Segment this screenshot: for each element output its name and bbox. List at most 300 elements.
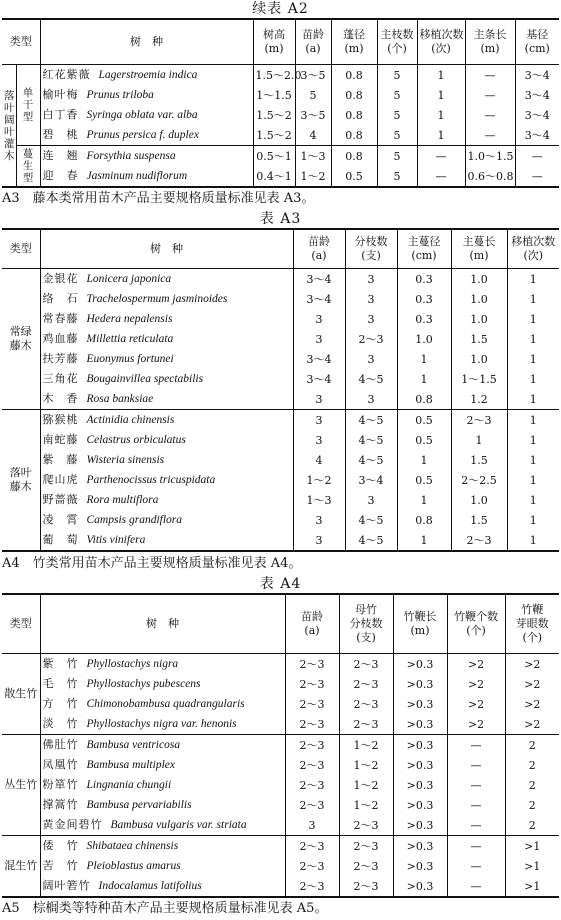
note-a5: A5 棕榈类等特种苗木产品主要规格质量标准见表 A5。 bbox=[2, 901, 328, 916]
value-cell: 5 bbox=[295, 85, 331, 105]
value-cell: 2 bbox=[528, 778, 536, 792]
species-latin-name: Phyllostachys nigra var. henonis bbox=[86, 718, 237, 730]
value-cell: 4～5 bbox=[345, 510, 397, 530]
value-cell: 5 bbox=[377, 105, 417, 125]
value-cell: 3 bbox=[345, 269, 397, 290]
value-cell: 3 bbox=[293, 430, 345, 450]
species-cell bbox=[40, 735, 285, 756]
value-cell: 1.5 bbox=[451, 450, 507, 470]
species-chinese-name: 榆叶梅 bbox=[42, 88, 79, 101]
value-cell: 3 bbox=[345, 289, 397, 309]
column-header: 树高 (m) bbox=[253, 19, 295, 65]
value-cell: 1 bbox=[417, 85, 465, 105]
value-cell: 1 bbox=[451, 430, 507, 450]
value-cell: — bbox=[465, 65, 515, 86]
species-latin-name: Lingnania chungii bbox=[86, 779, 172, 791]
value-cell: 1 bbox=[397, 450, 451, 470]
value-cell: 2～3 bbox=[339, 694, 393, 714]
column-header: 苗龄 (a) bbox=[285, 594, 339, 654]
value-cell: >2 bbox=[524, 657, 541, 671]
table-row bbox=[2, 369, 559, 389]
value-cell: — bbox=[417, 166, 465, 187]
value-cell: 3～4 bbox=[293, 369, 345, 389]
value-cell: 0.8 bbox=[331, 125, 377, 146]
species-cell bbox=[40, 694, 285, 714]
value-cell: >0.3 bbox=[393, 876, 447, 897]
table-row bbox=[2, 470, 559, 490]
value-cell: 2～3 bbox=[285, 795, 339, 815]
value-cell: 0.3 bbox=[397, 289, 451, 309]
species-chinese-name: 木 香 bbox=[42, 392, 79, 405]
value-cell: 2～3 bbox=[285, 714, 339, 735]
value-cell: 0.8 bbox=[397, 510, 451, 530]
value-cell: 0.4～1 bbox=[253, 166, 295, 187]
table-row bbox=[2, 410, 559, 431]
species-latin-name: Bambusa multiplex bbox=[86, 759, 175, 771]
value-cell: 3 bbox=[293, 510, 345, 530]
column-header: 分枝数 (支) bbox=[345, 229, 397, 269]
species-latin-name: Bambusa ventricosa bbox=[86, 739, 181, 751]
table-row bbox=[2, 289, 559, 309]
value-cell: 3～4 bbox=[524, 88, 550, 102]
value-cell: 1 bbox=[397, 490, 451, 510]
species-cell bbox=[40, 795, 285, 815]
value-cell: 3 bbox=[345, 490, 397, 510]
column-header: 主条长 (m) bbox=[465, 19, 515, 65]
value-cell: 1.0 bbox=[451, 289, 507, 309]
value-cell: 1.5～2 bbox=[253, 125, 295, 146]
species-chinese-name: 迎 春 bbox=[42, 169, 79, 182]
species-latin-name: Forsythia suspensa bbox=[86, 150, 176, 162]
table-row bbox=[2, 490, 559, 510]
value-cell: 1 bbox=[529, 513, 537, 527]
value-cell: 2～3 bbox=[339, 836, 393, 857]
value-cell: >1 bbox=[524, 859, 541, 873]
value-cell: 0.8 bbox=[331, 105, 377, 125]
column-header: 类型 bbox=[2, 229, 40, 269]
value-cell: 1.5 bbox=[451, 510, 507, 530]
species-chinese-name: 野蔷薇 bbox=[42, 493, 79, 506]
value-cell: 2～3 bbox=[285, 775, 339, 795]
species-cell bbox=[40, 166, 253, 187]
column-header: 树 种 bbox=[40, 19, 253, 65]
value-cell: 2～3 bbox=[285, 654, 339, 675]
table-row bbox=[2, 530, 559, 551]
value-cell: >0.3 bbox=[393, 694, 447, 714]
value-cell: 2～3 bbox=[285, 876, 339, 897]
value-cell: — bbox=[447, 815, 505, 836]
value-cell: 0.8 bbox=[331, 85, 377, 105]
column-header: 苗龄 (a) bbox=[295, 19, 331, 65]
value-cell: 2～3 bbox=[451, 410, 507, 431]
column-header: 主蔓长 (m) bbox=[451, 229, 507, 269]
species-latin-name: Millettia reticulata bbox=[86, 333, 174, 345]
table-row bbox=[2, 85, 559, 105]
value-cell: 5 bbox=[377, 166, 417, 187]
header-row bbox=[2, 594, 559, 654]
table-row bbox=[2, 166, 559, 187]
table-row bbox=[2, 450, 559, 470]
species-chinese-name: 倭 竹 bbox=[42, 839, 79, 852]
species-chinese-name: 三角花 bbox=[42, 372, 79, 385]
table-row bbox=[2, 65, 559, 86]
value-cell: 1.5～2 bbox=[253, 105, 295, 125]
table-a2-title: 续表 A2 bbox=[252, 1, 309, 17]
value-cell: 1.5 bbox=[451, 329, 507, 349]
value-cell: 1.0 bbox=[451, 349, 507, 369]
value-cell: 1.0 bbox=[451, 490, 507, 510]
species-chinese-name: 紫 竹 bbox=[42, 657, 79, 670]
species-chinese-name: 鸡血藤 bbox=[42, 332, 79, 345]
value-cell: 1 bbox=[529, 493, 537, 507]
table-row bbox=[2, 105, 559, 125]
value-cell: 1～1.5 bbox=[253, 85, 295, 105]
species-chinese-name: 白丁香 bbox=[42, 108, 79, 121]
column-header: 树 种 bbox=[40, 594, 285, 654]
species-chinese-name: 淡 竹 bbox=[42, 717, 79, 730]
table-row bbox=[2, 815, 559, 836]
species-cell bbox=[40, 530, 293, 551]
species-chinese-name: 方 竹 bbox=[42, 697, 79, 710]
value-cell: >0.3 bbox=[393, 775, 447, 795]
value-cell: 1 bbox=[507, 410, 559, 431]
value-cell: 5 bbox=[377, 65, 417, 86]
value-cell: 5 bbox=[377, 146, 417, 167]
species-cell bbox=[40, 856, 285, 876]
species-latin-name: Chimonobambusa quadrangularis bbox=[86, 698, 245, 710]
species-chinese-name: 阔叶箬竹 bbox=[42, 879, 91, 892]
table-row bbox=[2, 654, 559, 675]
table-row bbox=[2, 775, 559, 795]
species-chinese-name: 撑篙竹 bbox=[42, 798, 79, 811]
value-cell: 1.0 bbox=[451, 269, 507, 290]
value-cell: 1～2 bbox=[339, 755, 393, 775]
value-cell: 1～3 bbox=[295, 146, 331, 167]
value-cell: 4～5 bbox=[345, 450, 397, 470]
table-row bbox=[2, 694, 559, 714]
table-row bbox=[2, 146, 559, 167]
value-cell: 2～3 bbox=[285, 856, 339, 876]
species-chinese-name: 碧 桃 bbox=[42, 128, 79, 141]
species-latin-name: Bambusa vulgaris var. striata bbox=[110, 819, 247, 831]
note-a3: A3 藤本类常用苗木产品主要规格质量标准见表 A3。 bbox=[2, 191, 315, 206]
value-cell: — bbox=[465, 85, 515, 105]
species-chinese-name: 扶芳藤 bbox=[42, 352, 79, 365]
species-cell bbox=[40, 775, 285, 795]
value-cell: 4～5 bbox=[345, 369, 397, 389]
species-chinese-name: 常春藤 bbox=[42, 312, 79, 325]
species-cell bbox=[40, 65, 253, 86]
species-chinese-name: 毛 竹 bbox=[42, 677, 79, 690]
species-latin-name: Euonymus fortunei bbox=[86, 353, 174, 365]
value-cell: 3 bbox=[345, 349, 397, 369]
species-latin-name: Phyllostachys pubescens bbox=[86, 678, 201, 690]
value-cell: 0.8 bbox=[397, 389, 451, 410]
table-row bbox=[2, 876, 559, 897]
species-cell bbox=[40, 674, 285, 694]
species-cell bbox=[40, 105, 253, 125]
table-row bbox=[2, 269, 559, 290]
species-chinese-name: 爬山虎 bbox=[42, 473, 79, 486]
value-cell: 3～5 bbox=[295, 65, 331, 86]
species-cell bbox=[40, 490, 293, 510]
table-row bbox=[2, 714, 559, 735]
value-cell: 1 bbox=[529, 433, 537, 447]
type-cell: 散生竹 bbox=[2, 654, 40, 735]
value-cell: 1.5～2.0 bbox=[253, 65, 295, 86]
species-chinese-name: 南蛇藤 bbox=[42, 433, 79, 446]
value-cell: >2 bbox=[447, 674, 505, 694]
species-cell bbox=[40, 510, 293, 530]
table-row bbox=[2, 735, 559, 756]
type-cell: 丛生竹 bbox=[2, 735, 40, 836]
type-cell: 落叶阔叶灌木 bbox=[2, 65, 16, 188]
species-latin-name: Bougainvillea spectabilis bbox=[86, 373, 204, 385]
value-cell: — bbox=[417, 146, 465, 167]
value-cell: 5 bbox=[377, 85, 417, 105]
species-cell bbox=[40, 146, 253, 167]
species-latin-name: Wisteria sinensis bbox=[86, 454, 165, 466]
species-chinese-name: 红花紫薇 bbox=[42, 68, 91, 81]
value-cell: >1 bbox=[505, 836, 559, 857]
value-cell: 2～3 bbox=[339, 654, 393, 675]
value-cell: 1 bbox=[529, 272, 537, 286]
species-latin-name: Pleioblastus amarus bbox=[86, 860, 181, 872]
value-cell: 1 bbox=[529, 392, 537, 406]
value-cell: 2 bbox=[505, 735, 559, 756]
species-cell bbox=[40, 714, 285, 735]
column-header: 类型 bbox=[2, 594, 40, 654]
species-chinese-name: 黄金间碧竹 bbox=[42, 818, 103, 831]
value-cell: 1.0～1.5 bbox=[465, 146, 515, 167]
table-row bbox=[2, 795, 559, 815]
value-cell: >0.3 bbox=[393, 795, 447, 815]
value-cell: 1 bbox=[417, 65, 465, 86]
value-cell: 2～3 bbox=[285, 735, 339, 756]
species-latin-name: Indocalamus latifolius bbox=[98, 880, 202, 892]
species-chinese-name: 凌 霄 bbox=[42, 513, 79, 526]
value-cell: >0.3 bbox=[393, 815, 447, 836]
value-cell: 1 bbox=[529, 533, 537, 547]
value-cell: 2～3 bbox=[339, 876, 393, 897]
table-row bbox=[2, 349, 559, 369]
table-a3 bbox=[2, 228, 559, 552]
value-cell: 3 bbox=[293, 329, 345, 349]
value-cell: 1 bbox=[529, 332, 537, 346]
species-cell bbox=[40, 329, 293, 349]
species-cell bbox=[40, 815, 285, 836]
species-cell bbox=[40, 755, 285, 775]
species-latin-name: Rosa banksiae bbox=[86, 393, 154, 405]
column-header: 苗龄 (a) bbox=[293, 229, 345, 269]
value-cell: — bbox=[465, 105, 515, 125]
table-row bbox=[2, 510, 559, 530]
value-cell: 2 bbox=[528, 818, 536, 832]
value-cell: 3～4 bbox=[524, 68, 550, 82]
value-cell: >2 bbox=[447, 714, 505, 735]
note-a4: A4 竹类常用苗木产品主要规格质量标准见表 A4。 bbox=[2, 556, 302, 571]
species-latin-name: Parthenocissus tricuspidata bbox=[86, 474, 216, 486]
value-cell: 2～3 bbox=[339, 674, 393, 694]
value-cell: — bbox=[447, 836, 505, 857]
value-cell: 1 bbox=[529, 312, 537, 326]
species-latin-name: Prunus triloba bbox=[86, 89, 154, 101]
value-cell: 1～2 bbox=[339, 735, 393, 756]
value-cell: 4～5 bbox=[345, 430, 397, 450]
value-cell: 3 bbox=[293, 389, 345, 410]
value-cell: — bbox=[531, 169, 543, 183]
value-cell: 3 bbox=[293, 410, 345, 431]
value-cell: 1 bbox=[529, 292, 537, 306]
table-row bbox=[2, 125, 559, 146]
species-chinese-name: 苦 竹 bbox=[42, 859, 79, 872]
value-cell: 4～5 bbox=[345, 410, 397, 431]
value-cell: 1 bbox=[529, 453, 537, 467]
value-cell: 2～3 bbox=[285, 836, 339, 857]
table-a4-title: 表 A4 bbox=[259, 576, 302, 592]
species-cell bbox=[40, 289, 293, 309]
species-cell bbox=[40, 309, 293, 329]
species-latin-name: Bambusa pervariabilis bbox=[86, 799, 192, 811]
value-cell: 1.0 bbox=[451, 309, 507, 329]
value-cell: 0.6～0.8 bbox=[465, 166, 515, 187]
species-cell bbox=[40, 430, 293, 450]
table-a3-title: 表 A3 bbox=[259, 211, 302, 227]
species-cell bbox=[40, 269, 293, 290]
species-latin-name: Celastrus orbiculatus bbox=[86, 434, 186, 446]
value-cell: 0.3 bbox=[397, 269, 451, 290]
value-cell: 0.5～1 bbox=[253, 146, 295, 167]
value-cell: 3 bbox=[293, 309, 345, 329]
value-cell: 1 bbox=[529, 473, 537, 487]
species-latin-name: Phyllostachys nigra bbox=[86, 658, 179, 670]
species-chinese-name: 络 石 bbox=[42, 292, 79, 305]
value-cell: 4 bbox=[293, 450, 345, 470]
column-header: 竹鞭长 (m) bbox=[393, 594, 447, 654]
value-cell: 2～2.5 bbox=[451, 470, 507, 490]
species-cell bbox=[40, 836, 285, 857]
value-cell: 0.5 bbox=[397, 470, 451, 490]
value-cell: — bbox=[447, 856, 505, 876]
value-cell: >2 bbox=[524, 717, 541, 731]
species-cell bbox=[40, 85, 253, 105]
species-latin-name: Jasminum nudiflorum bbox=[86, 170, 188, 182]
value-cell: 1.2 bbox=[451, 389, 507, 410]
species-latin-name: Prunus persica f. duplex bbox=[86, 129, 199, 141]
value-cell: 2～3 bbox=[285, 674, 339, 694]
column-header: 移植次数 (次) bbox=[417, 19, 465, 65]
value-cell: 0.5 bbox=[397, 410, 451, 431]
value-cell: 1 bbox=[397, 349, 451, 369]
column-header: 树 种 bbox=[40, 229, 293, 269]
value-cell: 3 bbox=[293, 530, 345, 551]
species-latin-name: Lagerstroemia indica bbox=[98, 69, 198, 81]
header-row bbox=[2, 229, 559, 269]
value-cell: — bbox=[447, 876, 505, 897]
value-cell: 1 bbox=[397, 369, 451, 389]
value-cell: 1～2 bbox=[295, 166, 331, 187]
table-row bbox=[2, 430, 559, 450]
value-cell: >0.3 bbox=[393, 856, 447, 876]
species-latin-name: Trachelospermum jasminoides bbox=[86, 293, 228, 305]
value-cell: 3～4 bbox=[293, 349, 345, 369]
table-row bbox=[2, 309, 559, 329]
value-cell: 2～3 bbox=[345, 329, 397, 349]
column-header: 基径 (cm) bbox=[515, 19, 559, 65]
value-cell: 2 bbox=[528, 798, 536, 812]
value-cell: — bbox=[465, 125, 515, 146]
value-cell: >2 bbox=[447, 694, 505, 714]
species-latin-name: Syringa oblata var. alba bbox=[86, 109, 198, 121]
value-cell: >0.3 bbox=[393, 735, 447, 756]
column-header: 移植次数 (次) bbox=[507, 229, 559, 269]
table-row bbox=[2, 836, 559, 857]
species-chinese-name: 凤凰竹 bbox=[42, 758, 79, 771]
value-cell: 2 bbox=[528, 758, 536, 772]
species-cell bbox=[40, 389, 293, 410]
value-cell: 3～4 bbox=[345, 470, 397, 490]
value-cell: 3 bbox=[345, 389, 397, 410]
value-cell: 1 bbox=[417, 105, 465, 125]
table-row bbox=[2, 755, 559, 775]
value-cell: >0.3 bbox=[393, 836, 447, 857]
value-cell: 1～2 bbox=[339, 795, 393, 815]
type-cell: 常绿 藤木 bbox=[2, 269, 40, 410]
value-cell: — bbox=[447, 755, 505, 775]
value-cell: 2～3 bbox=[451, 530, 507, 551]
column-header: 母竹 分枝数 (支) bbox=[339, 594, 393, 654]
species-latin-name: Shibataea chinensis bbox=[86, 840, 179, 852]
value-cell: 0.3 bbox=[397, 309, 451, 329]
value-cell: — bbox=[447, 795, 505, 815]
species-latin-name: Vitis vinifera bbox=[86, 534, 146, 546]
value-cell: >2 bbox=[524, 677, 541, 691]
column-header: 竹鞭个数 (个) bbox=[447, 594, 505, 654]
species-cell bbox=[40, 470, 293, 490]
species-cell bbox=[40, 654, 285, 675]
value-cell: 4～5 bbox=[345, 530, 397, 551]
value-cell: 0.8 bbox=[331, 146, 377, 167]
header-row bbox=[2, 19, 559, 65]
species-latin-name: Hedera nepalensis bbox=[86, 313, 173, 325]
species-latin-name: Actinidia chinensis bbox=[86, 414, 175, 426]
value-cell: 1～3 bbox=[293, 490, 345, 510]
value-cell: 3 bbox=[345, 309, 397, 329]
value-cell: >0.3 bbox=[393, 654, 447, 675]
type-cell: 混生竹 bbox=[2, 836, 40, 898]
value-cell: 1.0 bbox=[397, 329, 451, 349]
species-cell bbox=[40, 410, 293, 431]
species-chinese-name: 葡 萄 bbox=[42, 533, 79, 546]
value-cell: — bbox=[447, 775, 505, 795]
species-cell bbox=[40, 450, 293, 470]
value-cell: >2 bbox=[447, 654, 505, 675]
value-cell: >0.3 bbox=[393, 714, 447, 735]
value-cell: 1 bbox=[417, 125, 465, 146]
table-a4 bbox=[2, 593, 559, 898]
subtype-cell: 蔓生型 bbox=[16, 146, 40, 188]
table-row bbox=[2, 856, 559, 876]
value-cell: 2～3 bbox=[285, 694, 339, 714]
subtype-cell: 单干型 bbox=[16, 65, 40, 146]
value-cell: 1 bbox=[397, 530, 451, 551]
species-chinese-name: 猕猴桃 bbox=[42, 413, 79, 426]
species-chinese-name: 金银花 bbox=[42, 272, 79, 285]
column-header: 主枝数 (个) bbox=[377, 19, 417, 65]
value-cell: 0.8 bbox=[331, 65, 377, 86]
value-cell: >0.3 bbox=[393, 755, 447, 775]
value-cell: 1～2 bbox=[339, 775, 393, 795]
